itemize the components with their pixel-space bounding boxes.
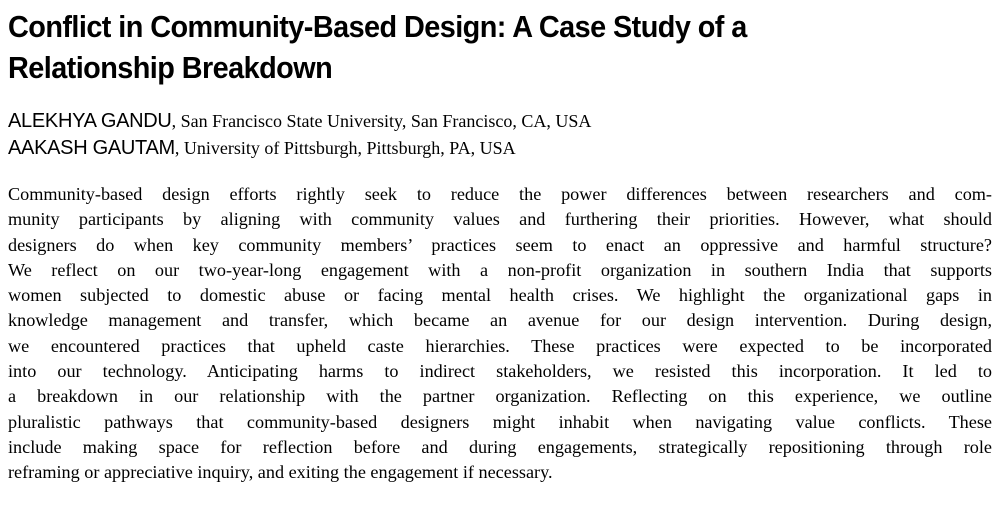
abstract-line: We reflect on our two-year-long engagement with a non-profit organization in southern India that supports — [8, 259, 992, 280]
author-name: ALEKHYA GANDU — [8, 110, 172, 132]
abstract-line: knowledge management and transfer, which became an avenue for our design intervention. During design, — [8, 310, 992, 331]
title-line-1: Conflict in Community-Based Design: A Case Study of a — [8, 9, 747, 44]
abstract-line: into our technology. Anticipating harms to indirect stakeholders, we resisted this incorporation. It led to — [8, 361, 992, 382]
abstract-line: munity participants by aligning with community values and furthering their priorities. However, what should — [8, 209, 992, 230]
paper-page — [8, 0, 992, 486]
author-separator: , — [171, 111, 181, 131]
author-name: AAKASH GAUTAM — [8, 137, 175, 159]
author-list — [8, 108, 992, 162]
title-line-2: Relationship Breakdown — [8, 50, 333, 85]
author-affiliation: San Francisco State University, San Francisco, CA, USA — [180, 111, 592, 131]
author-entry — [8, 135, 992, 162]
abstract-line: reframing or appreciative inquiry, and exiting the engagement if necessary. — [8, 462, 553, 483]
abstract-line: pluralistic pathways that community-based designers might inhabit when navigating value conflicts. These — [8, 411, 992, 432]
abstract-line: we encountered practices that upheld caste hierarchies. These practices were expected to be incorporated — [8, 335, 992, 356]
abstract-line: designers do when key community members’ practices seem to enact an oppressive and harmful structure? — [8, 234, 992, 255]
author-entry — [8, 108, 992, 135]
abstract-line: women subjected to domestic abuse or facing mental health crises. We highlight the organizational gaps in — [8, 285, 992, 306]
author-separator: , — [174, 138, 184, 158]
abstract-line: a breakdown in our relationship with the partner organization. Reflecting on this experience, we outline — [8, 386, 992, 407]
author-affiliation: University of Pittsburgh, Pittsburgh, PA, USA — [183, 138, 516, 158]
abstract-line: include making space for reflection before and during engagements, strategically repositioning through role — [8, 436, 992, 457]
abstract — [8, 182, 992, 486]
paper-title — [8, 6, 994, 88]
abstract-line: Community-based design efforts rightly seek to reduce the power differences between researchers and com- — [8, 184, 992, 204]
